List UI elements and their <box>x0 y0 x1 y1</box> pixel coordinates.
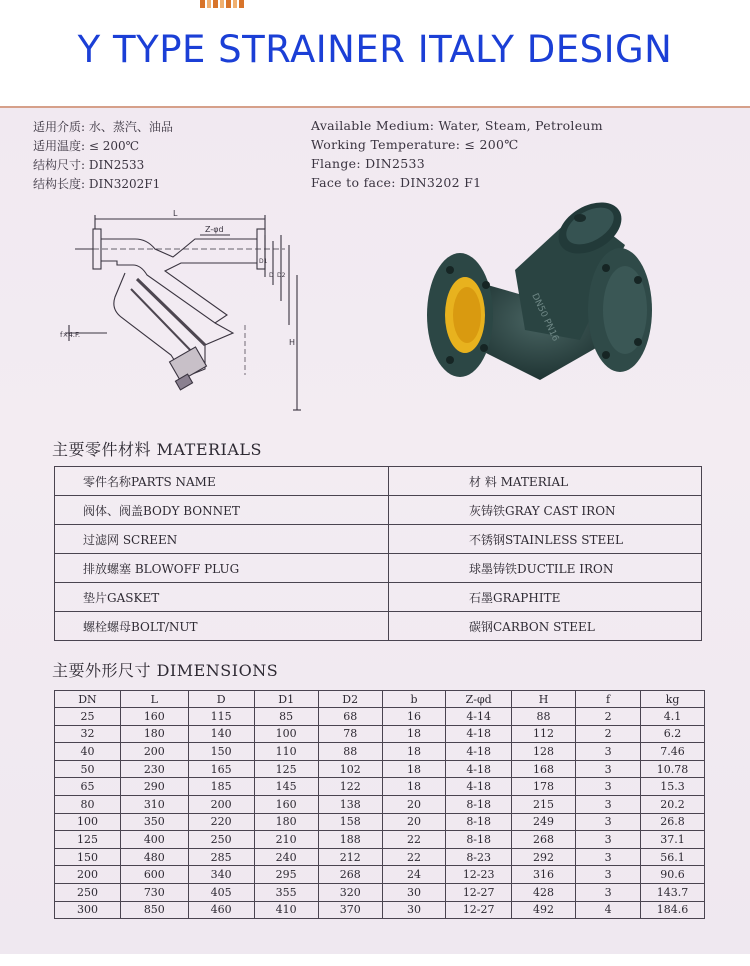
dimensions-table <box>54 690 705 919</box>
table-row <box>55 554 702 583</box>
dimension-cell: 143.7 <box>641 883 705 901</box>
column-header: D <box>188 691 254 708</box>
dimension-cell: 30 <box>382 883 446 901</box>
column-header: f <box>576 691 641 708</box>
dimension-cell: 88 <box>318 743 382 761</box>
table-header-row <box>55 691 705 708</box>
dimension-cell: 128 <box>512 743 576 761</box>
column-header: D2 <box>318 691 382 708</box>
table-row <box>55 583 702 612</box>
dimension-cell: 200 <box>55 866 121 884</box>
dimensions-heading: 主要外形尺寸 DIMENSIONS <box>52 661 279 680</box>
part-name-cell: 垫片GASKET <box>55 583 389 612</box>
dimension-cell: 350 <box>120 813 188 831</box>
page-bottom-margin <box>0 954 750 966</box>
valve-body-marking: DN50 PN16 <box>529 292 561 344</box>
dimension-cell: 80 <box>55 795 121 813</box>
table-row <box>55 813 705 831</box>
dimension-cell: 3 <box>576 743 641 761</box>
dimension-cell: 410 <box>254 901 318 919</box>
specs-english <box>311 116 603 192</box>
dimension-cell: 138 <box>318 795 382 813</box>
table-row <box>55 743 705 761</box>
material-cell: 石墨GRAPHITE <box>389 583 702 612</box>
dimension-cell: 200 <box>120 743 188 761</box>
spec-en-line: Working Temperature: ≤ 200℃ <box>311 137 519 152</box>
dimension-cell: 25 <box>55 708 121 726</box>
dimension-cell: 188 <box>318 831 382 849</box>
dimension-cell: 3 <box>576 778 641 796</box>
dimension-cell: 428 <box>512 883 576 901</box>
specs-chinese <box>33 118 173 194</box>
dimension-cell: 8-18 <box>446 813 512 831</box>
dimension-cell: 125 <box>254 760 318 778</box>
dimension-cell: 22 <box>382 831 446 849</box>
dimension-cell: 220 <box>188 813 254 831</box>
dimension-cell: 185 <box>188 778 254 796</box>
dimension-cell: 250 <box>55 883 121 901</box>
dimension-cell: 300 <box>55 901 121 919</box>
table-row <box>55 795 705 813</box>
dimension-cell: 100 <box>254 725 318 743</box>
drawing-label-d2: D2 <box>277 272 286 279</box>
materials-heading: 主要零件材料 MATERIALS <box>52 440 263 459</box>
material-cell: 灰铸铁GRAY CAST IRON <box>389 496 702 525</box>
dimension-cell: 165 <box>188 760 254 778</box>
table-row <box>55 708 705 726</box>
dimension-cell: 15.3 <box>641 778 705 796</box>
dimension-cell: 180 <box>120 725 188 743</box>
drawing-label-zd: Z-φd <box>205 225 224 234</box>
dimension-cell: 230 <box>120 760 188 778</box>
dimension-cell: 292 <box>512 848 576 866</box>
dimension-cell: 16 <box>382 708 446 726</box>
dimension-cell: 122 <box>318 778 382 796</box>
dimension-cell: 268 <box>318 866 382 884</box>
spec-cn-line: 适用温度: ≤ 200℃ <box>33 139 140 153</box>
dimension-cell: 20.2 <box>641 795 705 813</box>
dimension-cell: 88 <box>512 708 576 726</box>
spec-cn-line: 结构尺寸: DIN2533 <box>33 158 145 172</box>
dimension-cell: 3 <box>576 760 641 778</box>
dimension-cell: 4-18 <box>446 778 512 796</box>
table-row <box>55 901 705 919</box>
dimension-cell: 3 <box>576 866 641 884</box>
dimension-cell: 285 <box>188 848 254 866</box>
dimension-cell: 6.2 <box>641 725 705 743</box>
technical-drawing <box>55 205 315 425</box>
header-divider <box>0 106 750 108</box>
dimension-cell: 4 <box>576 901 641 919</box>
dimension-cell: 18 <box>382 743 446 761</box>
dimension-cell: 3 <box>576 795 641 813</box>
dimension-cell: 150 <box>188 743 254 761</box>
valve-photo <box>420 190 660 410</box>
table-row <box>55 525 702 554</box>
page-title: Y TYPE STRAINER ITALY DESIGN <box>77 28 673 71</box>
table-row <box>55 848 705 866</box>
dimension-cell: 180 <box>254 813 318 831</box>
column-header: kg <box>641 691 705 708</box>
column-header: Z-φd <box>446 691 512 708</box>
dimension-cell: 320 <box>318 883 382 901</box>
dimension-cell: 2 <box>576 708 641 726</box>
part-name-cell: 阀体、阀盖BODY BONNET <box>55 496 389 525</box>
spec-cn-line: 适用介质: 水、蒸汽、油品 <box>33 120 173 134</box>
dimension-cell: 90.6 <box>641 866 705 884</box>
dimension-cell: 110 <box>254 743 318 761</box>
dimension-cell: 460 <box>188 901 254 919</box>
dimension-cell: 210 <box>254 831 318 849</box>
dimension-cell: 200 <box>188 795 254 813</box>
dimension-cell: 30 <box>382 901 446 919</box>
column-header: L <box>120 691 188 708</box>
dimension-cell: 7.46 <box>641 743 705 761</box>
dimension-cell: 78 <box>318 725 382 743</box>
column-header: D1 <box>254 691 318 708</box>
material-cell: 球墨铸铁DUCTILE IRON <box>389 554 702 583</box>
table-row <box>55 778 705 796</box>
dimension-cell: 32 <box>55 725 121 743</box>
header-decoration <box>200 0 244 8</box>
drawing-label-h: H <box>289 338 296 347</box>
dimension-cell: 212 <box>318 848 382 866</box>
dimension-cell: 10.78 <box>641 760 705 778</box>
dimension-cell: 4-18 <box>446 760 512 778</box>
dimension-cell: 730 <box>120 883 188 901</box>
dimension-cell: 2 <box>576 725 641 743</box>
dimension-cell: 12-23 <box>446 866 512 884</box>
dimension-cell: 4-18 <box>446 743 512 761</box>
dimension-cell: 85 <box>254 708 318 726</box>
dimension-cell: 112 <box>512 725 576 743</box>
dimension-cell: 850 <box>120 901 188 919</box>
table-row <box>55 883 705 901</box>
part-name-cell: 螺栓螺母BOLT/NUT <box>55 612 389 641</box>
dimension-cell: 8-18 <box>446 795 512 813</box>
dimension-cell: 178 <box>512 778 576 796</box>
table-row <box>55 760 705 778</box>
dimension-cell: 160 <box>254 795 318 813</box>
spec-en-line: Flange: DIN2533 <box>311 156 425 171</box>
dimension-cell: 316 <box>512 866 576 884</box>
dimension-cell: 3 <box>576 848 641 866</box>
drawing-label-d1: D1 <box>259 258 268 265</box>
drawing-label-f: f×4.F. <box>60 331 81 339</box>
dimension-cell: 8-23 <box>446 848 512 866</box>
dimension-cell: 215 <box>512 795 576 813</box>
dimension-cell: 100 <box>55 813 121 831</box>
column-header: H <box>512 691 576 708</box>
part-name-cell: 排放螺塞 BLOWOFF PLUG <box>55 554 389 583</box>
dimension-cell: 184.6 <box>641 901 705 919</box>
spec-en-line: Face to face: DIN3202 F1 <box>311 175 482 190</box>
dimension-cell: 140 <box>188 725 254 743</box>
dimension-cell: 37.1 <box>641 831 705 849</box>
dimension-cell: 65 <box>55 778 121 796</box>
dimension-cell: 20 <box>382 795 446 813</box>
dimension-cell: 370 <box>318 901 382 919</box>
dimension-cell: 24 <box>382 866 446 884</box>
table-row <box>55 496 702 525</box>
dimension-cell: 4-18 <box>446 725 512 743</box>
dimension-cell: 125 <box>55 831 121 849</box>
dimension-cell: 115 <box>188 708 254 726</box>
table-row <box>55 831 705 849</box>
table-row <box>55 467 702 496</box>
part-name-cell: 过滤网 SCREEN <box>55 525 389 554</box>
dimension-cell: 250 <box>188 831 254 849</box>
spec-cn-line: 结构长度: DIN3202F1 <box>33 177 161 191</box>
dimension-cell: 12-27 <box>446 901 512 919</box>
dimension-cell: 400 <box>120 831 188 849</box>
dimension-cell: 56.1 <box>641 848 705 866</box>
table-row <box>55 612 702 641</box>
column-header: DN <box>55 691 121 708</box>
dimension-cell: 355 <box>254 883 318 901</box>
dimension-cell: 68 <box>318 708 382 726</box>
dimension-cell: 4.1 <box>641 708 705 726</box>
dimension-cell: 20 <box>382 813 446 831</box>
dimension-cell: 600 <box>120 866 188 884</box>
material-cell: 材 料 MATERIAL <box>389 467 702 496</box>
dimension-cell: 480 <box>120 848 188 866</box>
dimension-cell: 492 <box>512 901 576 919</box>
dimension-cell: 8-18 <box>446 831 512 849</box>
header-band <box>0 0 750 106</box>
drawing-label-L: L <box>173 209 178 218</box>
dimension-cell: 3 <box>576 813 641 831</box>
dimension-cell: 168 <box>512 760 576 778</box>
table-row <box>55 725 705 743</box>
dimension-cell: 18 <box>382 725 446 743</box>
part-name-cell: 零件名称PARTS NAME <box>55 467 389 496</box>
dimension-cell: 3 <box>576 883 641 901</box>
table-row <box>55 866 705 884</box>
dimension-cell: 310 <box>120 795 188 813</box>
material-cell: 碳钢CARBON STEEL <box>389 612 702 641</box>
dimension-cell: 3 <box>576 831 641 849</box>
dimension-cell: 22 <box>382 848 446 866</box>
dimension-cell: 295 <box>254 866 318 884</box>
dimension-cell: 40 <box>55 743 121 761</box>
dimension-cell: 268 <box>512 831 576 849</box>
spec-en-line: Available Medium: Water, Steam, Petroleum <box>311 118 603 133</box>
dimension-cell: 4-14 <box>446 708 512 726</box>
dimension-cell: 18 <box>382 760 446 778</box>
column-header: b <box>382 691 446 708</box>
dimension-cell: 290 <box>120 778 188 796</box>
dimension-cell: 158 <box>318 813 382 831</box>
dimension-cell: 50 <box>55 760 121 778</box>
dimension-cell: 18 <box>382 778 446 796</box>
dimension-cell: 12-27 <box>446 883 512 901</box>
dimension-cell: 145 <box>254 778 318 796</box>
dimension-cell: 405 <box>188 883 254 901</box>
dimension-cell: 240 <box>254 848 318 866</box>
dimension-cell: 340 <box>188 866 254 884</box>
materials-table <box>54 466 702 641</box>
dimension-cell: 102 <box>318 760 382 778</box>
dimension-cell: 150 <box>55 848 121 866</box>
dimension-cell: 249 <box>512 813 576 831</box>
dimension-cell: 160 <box>120 708 188 726</box>
dimension-cell: 26.8 <box>641 813 705 831</box>
drawing-label-d: D <box>269 272 274 279</box>
material-cell: 不锈钢STAINLESS STEEL <box>389 525 702 554</box>
